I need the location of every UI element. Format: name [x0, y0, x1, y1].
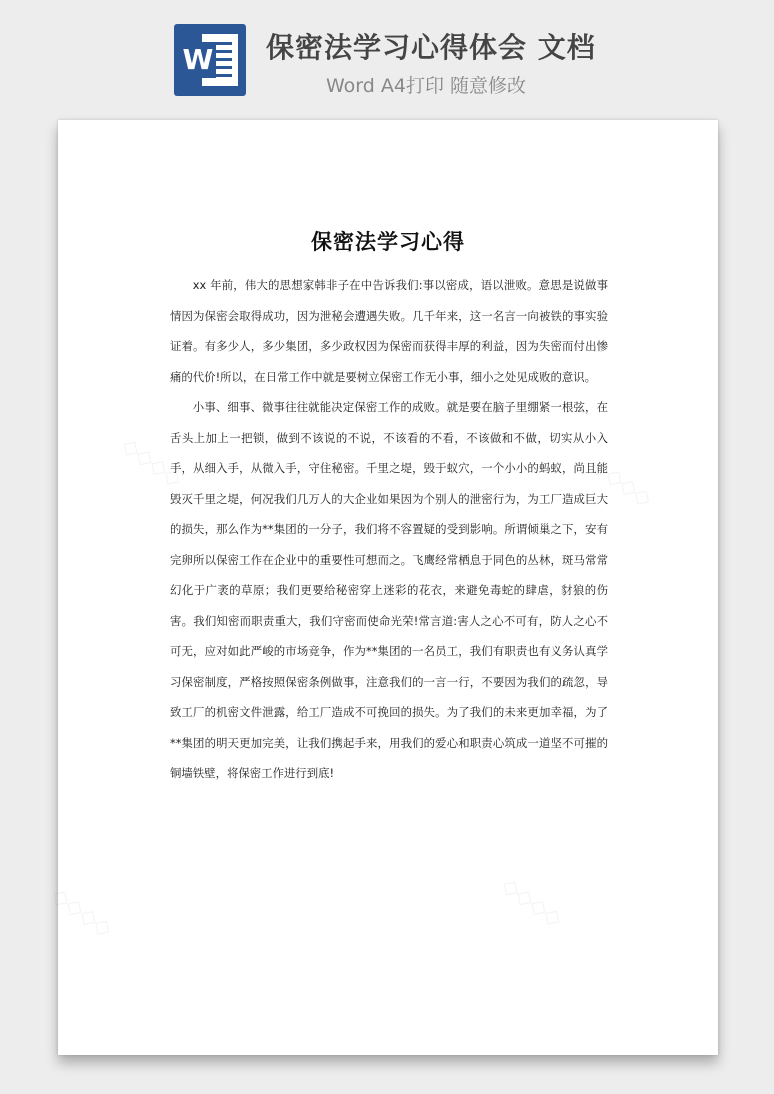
header-subtitle: Word A4打印 随意修改 [326, 75, 527, 97]
body-paragraph: 小事、细事、微事往往就能决定保密工作的成败。就是要在脑子里绷紧一根弦，在舌头上加上一把锁，做到不该说的不说，不该看的不看，不该做和不做，切实从小入手，从细入手，从微入手，守住秘密。千里之堤，毁于蚁穴，一个小小的蚂蚁，尚且能毁灭千里之堤，何况我们几万人的大企业如果因为个别人的泄密行为，为工厂造成巨大的损失，那么作为**集团的一分子，我们将不容置疑的受到影响。所谓倾巢之下，安有完卵所以保密工作在企业中的重要性可想而之。飞鹰经常栖息于同色的丛林，斑马常常幻化于广袤的草原；我们更要给秘密穿上迷彩的花衣，来避免毒蛇的肆虐，豺狼的伤害。我们知密而职责重大，我们守密而使命光荣!常言道:害人之心不可有，防人之心不可无，应对如此严峻的市场竞争，作为**集团的一名员工，我们有职责也有义务认真学习保密制度，严格按照保密条例做事，注意我们的一言一行，不要因为我们的疏忽，导致工厂的机密文件泄露，给工厂造成不可挽回的损失。为了我们的未来更加幸福，为了**集团的明天更加完美，让我们携起手来，用我们的爱心和职责心筑成一道坚不可摧的铜墙铁壁，将保密工作进行到底! [170, 400, 608, 780]
document-page [58, 120, 718, 1055]
word-logo-icon [174, 24, 246, 96]
document-body [170, 270, 608, 789]
header-title: 保密法学习心得体会 文档 [266, 31, 596, 64]
header [0, 0, 774, 118]
document-title: 保密法学习心得 [311, 230, 465, 254]
body-paragraph: xx 年前，伟大的思想家韩非子在中告诉我们:事以密成，语以泄败。意思是说做事情因为保密会取得成功，因为泄秘会遭遇失败。几千年来，这一名言一向被铁的事实验证着。有多少人，多少集团，多少政权因为保密而获得丰厚的利益，因为失密而付出惨痛的代价!所以，在日常工作中就是要树立保密工作无小事，细小之处见成败的意识。 [170, 278, 608, 384]
watermark [47, 883, 117, 942]
logo-letter: W [180, 42, 216, 78]
watermark [497, 873, 567, 932]
